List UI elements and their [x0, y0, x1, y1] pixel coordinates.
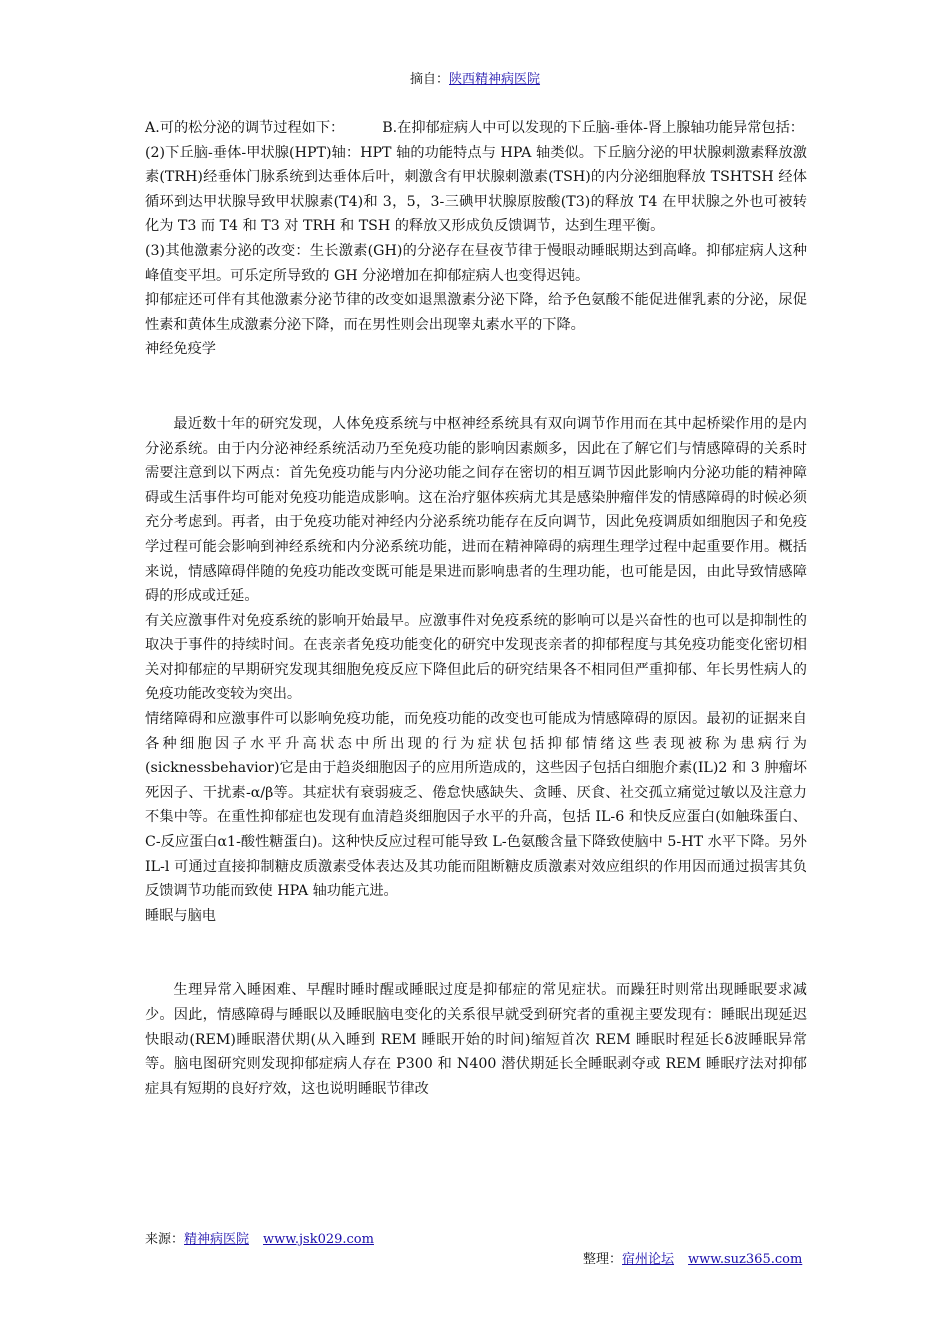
footer-source: [145, 1228, 374, 1247]
footer-org-url[interactable]: www.suz365.com: [688, 1252, 803, 1267]
page-header: [0, 68, 950, 87]
paragraph: (2)下丘脑-垂体-甲状腺(HPT)轴：HPT 轴的功能特点与 HPA 轴类似。下丘脑分泌的甲状腺刺激素释放激素(TRH)经垂体门脉系统到达垂体后叶，刺激含有甲状腺刺激素(TSH)的内分泌细胞释放 TSHTSH 经体循环到达甲状腺导致甲状腺素(T4)和 3，5，3-三碘甲状腺原胺酸(T3)的释放 T4 在甲状腺之外也可被转化为 T3 而 T4 和 T3 对 TRH 和 TSH 的释放又形成负反馈调节，达到生理平衡。: [145, 144, 807, 235]
paragraph-text-b: B.在抑郁症病人中可以发现的下丘脑-垂体-肾上腺轴功能异常包括：: [382, 120, 804, 136]
paragraph: 抑郁症还可伴有其他激素分泌节律的改变如退黑激素分泌下降，给予色氨酸不能促进催乳素的分泌，尿促性素和黄体生成激素分泌下降，而在男性则会出现睾丸素水平的下降。: [145, 292, 807, 333]
footer-source-label: 来源：: [145, 1232, 185, 1247]
paragraph: 有关应激事件对免疫系统的影响开始最早。应激事件对免疫系统的影响可以是兴奋性的也可以是抑制性的取决于事件的持续时间。在丧亲者免疫功能变化的研究中发现丧亲者的抑郁程度与其免疫功能变化密切相关对抑郁症的早期研究发现其细胞免疫反应下降但此后的研究结果各不相同但严重抑郁、年长男性病人的免疫功能改变较为突出。: [145, 612, 807, 703]
paragraph: 情绪障碍和应激事件可以影响免疫功能，而免疫功能的改变也可能成为情感障碍的原因。最初的证据来自各种细胞因子水平升高状态中所出现的行为症状包括抑郁情绪这些表现被称为患病行为(sicknessbehavior)它是由于趋炎细胞因子的应用所造成的，这些因子包括白细胞介素(IL)2 和 3 肿瘤坏死因子、干扰素-α/β等。其症状有衰弱疲乏、倦怠快感缺失、贪睡、厌食、社交孤立痛觉过敏以及注意力不集中等。在重性抑郁症也发现有血清趋炎细胞因子水平的升高，包括 IL-6 和快反应蛋白(如触珠蛋白、C-反应蛋白α1-酸性糖蛋白)。这种快反应过程可能导致 L-色氨酸含量下降致使脑中 5-HT 水平下降。另外 IL-l 可通过直接抑制糖皮质激素受体表达及其功能而阻断糖皮质激素对效应组织的作用因而通过损害其负反馈调节功能而致使 HPA 轴功能亢进。: [145, 711, 807, 900]
footer-source-url[interactable]: www.jsk029.com: [263, 1232, 374, 1247]
footer-organizer: [583, 1248, 802, 1267]
header-source-link[interactable]: 陕西精神病医院: [449, 72, 541, 87]
paragraph: [145, 116, 807, 141]
footer-org-label: 整理：: [583, 1252, 623, 1267]
section-heading: 睡眠与脑电: [145, 907, 216, 924]
paragraph: 最近数十年的研究发现，人体免疫系统与中枢神经系统具有双向调节作用而在其中起桥梁作用的是内分泌系统。由于内分泌神经系统活动乃至免疫功能的影响因素颇多，因此在了解它们与情感障碍的关系时需要注意到以下两点：首先免疫功能与内分泌功能之间存在密切的相互调节因此影响内分泌功能的精神障碍或生活事件均可能对免疫功能造成影响。这在治疗躯体疾病尤其是感染肿瘤伴发的情感障碍的时候必须充分考虑到。再者，由于免疫功能对神经内分泌系统功能存在反向调节，因此免疫调质如细胞因子和免疫学过程可能会影响到神经系统和内分泌系统功能，进而在精神障碍的病理生理学过程中起重要作用。概括来说，情感障碍伴随的免疫功能改变既可能是果进而影响患者的生理功能，也可能是因，由此导致情感障碍的形成或迁延。: [145, 415, 807, 605]
header-prefix: 摘自：: [409, 72, 449, 87]
paragraph: (3)其他激素分泌的改变：生长激素(GH)的分泌存在昼夜节律于慢眼动睡眠期达到高峰。抑郁症病人这种峰值变平坦。可乐定所导致的 GH 分泌增加在抑郁症病人也变得迟钝。: [145, 242, 807, 284]
footer-source-link[interactable]: 精神病医院: [184, 1232, 250, 1247]
document-body: [145, 116, 807, 1101]
footer-org-link[interactable]: 宿州论坛: [622, 1252, 675, 1267]
section-heading: 神经免疫学: [145, 341, 216, 358]
paragraph-text-a: A.可的松分泌的调节过程如下：: [145, 120, 345, 136]
paragraph: 生理异常入睡困难、早醒时睡时醒或睡眠过度是抑郁症的常见症状。而躁狂时则常出现睡眠要求减少。因此，情感障碍与睡眠以及睡眠脑电变化的关系很早就受到研究者的重视主要发现有：睡眠出现延迟快眼动(REM)睡眠潜伏期(从入睡到 REM 睡眠开始的时间)缩短首次 REM 睡眠时程延长δ波睡眠异常等。脑电图研究则发现抑郁症病人存在 P300 和 N400 潜伏期延长全睡眠剥夺或 REM 睡眠疗法对抑郁症具有短期的良好疗效，这也说明睡眠节律改: [145, 982, 807, 1097]
